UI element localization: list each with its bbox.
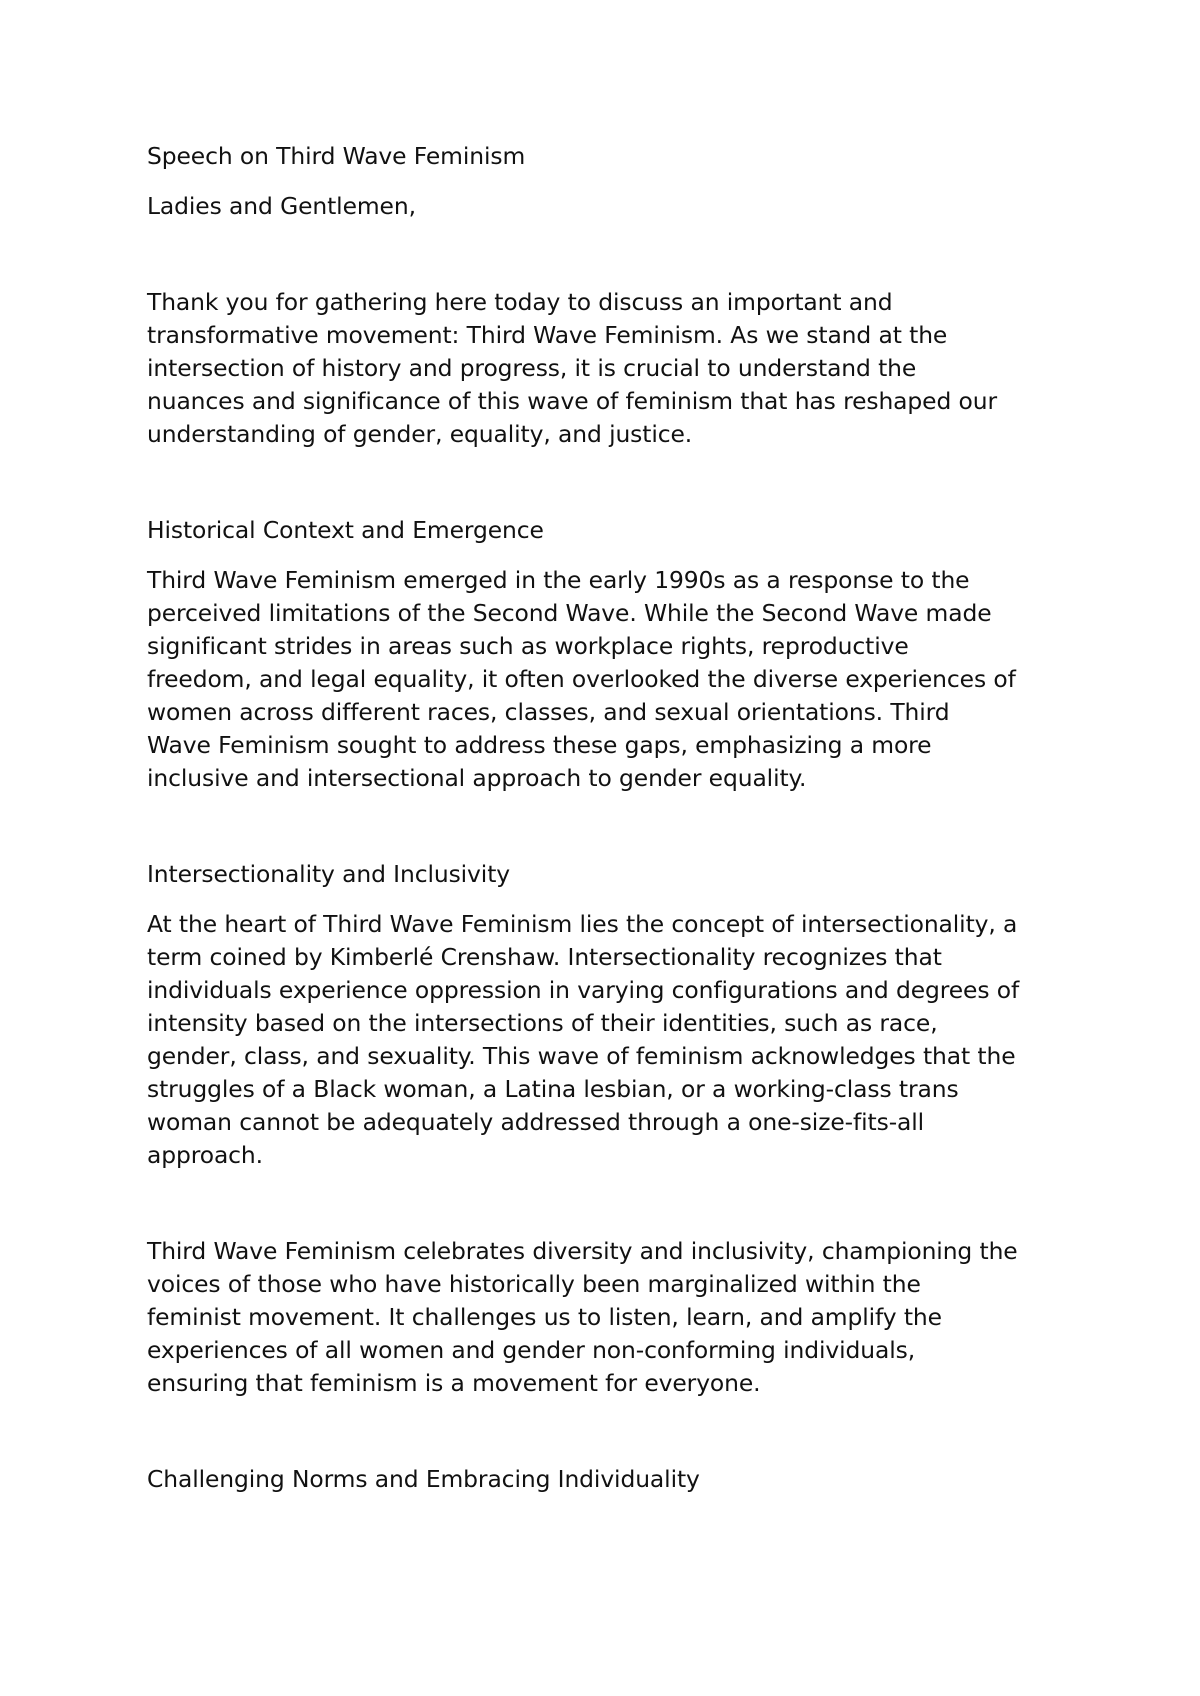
text-line: Thank you for gathering here today to discuss an important and: [147, 288, 893, 316]
intro-paragraph: [147, 286, 1087, 451]
text-line: significant strides in areas such as workplace rights, reproductive: [147, 632, 909, 660]
text-line: voices of those who have historically been marginalized within the: [147, 1270, 921, 1298]
text-line: understanding of gender, equality, and justice.: [147, 420, 693, 448]
section-heading-challenging-norms: Challenging Norms and Embracing Individuality: [147, 1465, 700, 1493]
text-line: ensuring that feminism is a movement for everyone.: [147, 1369, 761, 1397]
text-line: Third Wave Feminism emerged in the early 1990s as a response to the: [147, 566, 970, 594]
text-line: women across different races, classes, and sexual orientations. Third: [147, 698, 950, 726]
text-line: At the heart of Third Wave Feminism lies the concept of intersectionality, a: [147, 910, 1018, 938]
greeting: Ladies and Gentlemen,: [147, 192, 416, 220]
text-line: Third Wave Feminism celebrates diversity and inclusivity, championing the: [147, 1237, 1018, 1265]
text-line: struggles of a Black woman, a Latina lesbian, or a working-class trans: [147, 1075, 959, 1103]
inclusivity-paragraph: [147, 1235, 1087, 1400]
document-title: Speech on Third Wave Feminism: [147, 142, 526, 170]
section-heading-intersectionality: Intersectionality and Inclusivity: [147, 860, 511, 888]
section-heading-historical-context: Historical Context and Emergence: [147, 516, 544, 544]
text-line: nuances and significance of this wave of feminism that has reshaped our: [147, 387, 997, 415]
text-line: approach.: [147, 1141, 263, 1169]
document-body: [147, 140, 1087, 1513]
text-line: perceived limitations of the Second Wave. While the Second Wave made: [147, 599, 992, 627]
text-line: transformative movement: Third Wave Feminism. As we stand at the: [147, 321, 948, 349]
text-line: term coined by Kimberlé Crenshaw. Intersectionality recognizes that: [147, 943, 942, 971]
text-line: experiences of all women and gender non-conforming individuals,: [147, 1336, 916, 1364]
text-line: intersection of history and progress, it is crucial to understand the: [147, 354, 917, 382]
text-line: intensity based on the intersections of their identities, such as race,: [147, 1009, 938, 1037]
text-line: inclusive and intersectional approach to gender equality.: [147, 764, 807, 792]
text-line: Wave Feminism sought to address these gaps, emphasizing a more: [147, 731, 932, 759]
text-line: feminist movement. It challenges us to listen, learn, and amplify the: [147, 1303, 942, 1331]
historical-context-paragraph: [147, 564, 1087, 795]
text-line: woman cannot be adequately addressed through a one-size-fits-all: [147, 1108, 925, 1136]
intersectionality-paragraph: [147, 908, 1087, 1172]
text-line: individuals experience oppression in varying configurations and degrees of: [147, 976, 1020, 1004]
text-line: freedom, and legal equality, it often overlooked the diverse experiences of: [147, 665, 1016, 693]
text-line: gender, class, and sexuality. This wave of feminism acknowledges that the: [147, 1042, 1016, 1070]
